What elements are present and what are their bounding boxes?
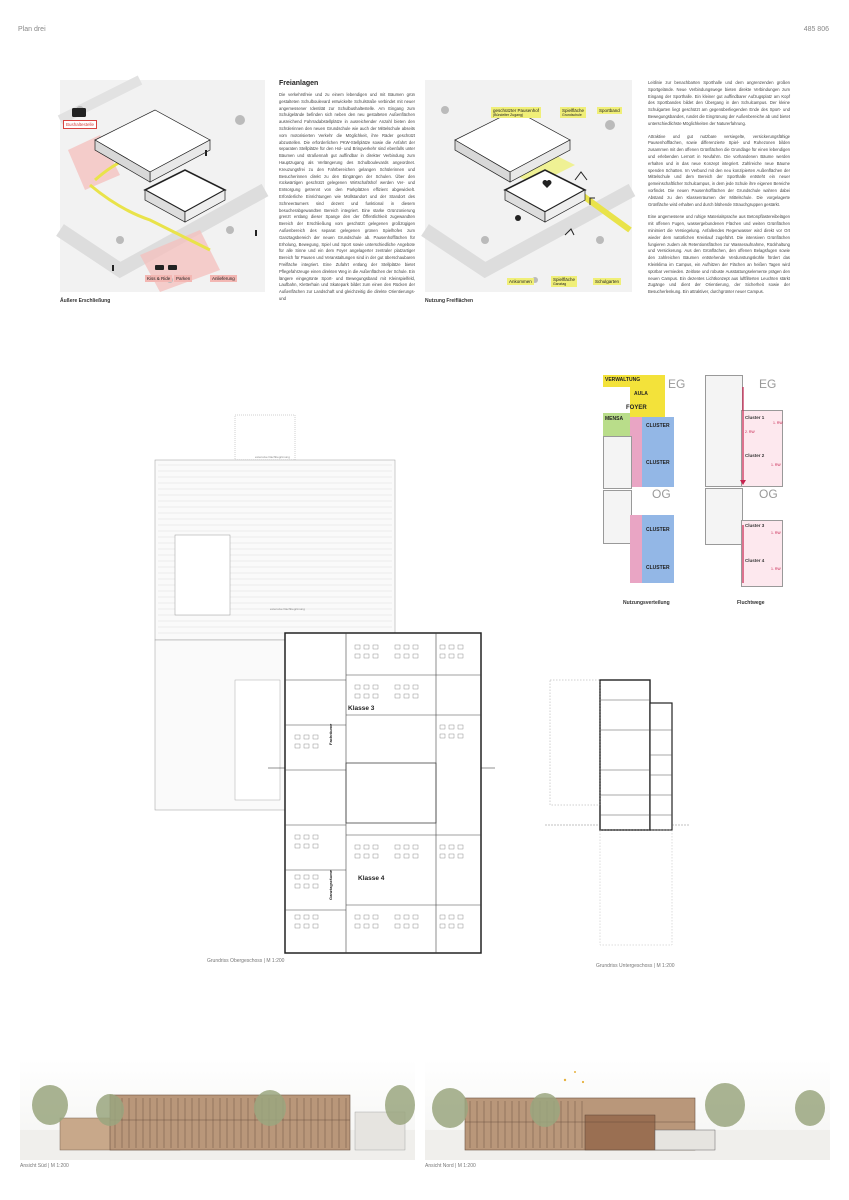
header-left: Plan drei: [18, 26, 46, 33]
rw2-eg: 2. RW: [745, 430, 755, 434]
freianlagen-text: [279, 92, 415, 309]
flucht-eg-label: EG: [759, 377, 777, 391]
rw1-eg: 1. RW: [773, 421, 783, 425]
spielflaeche2-label: [551, 276, 577, 287]
escape-routes: [705, 375, 795, 595]
access-diagram-caption: Äußere Erschließung: [60, 298, 111, 304]
escape-route-lines: [705, 375, 795, 595]
bus-icon: [72, 108, 86, 117]
right-paragraph-3: Eine angemessene und ruhige Materialsprache aus Betonpflastereibelägen mit offenen Fugen, wassergebundenen Flächen und weiten Grünflächen minimiert die Versiegelung. Anfallendes Regenwasser wird direkt vor Ort wieder dem natürlichen Kreislauf zugeführt. Die intensiven Grünflächen fungieren zudem als Retentionsflächen zur Wasseraufnahme, Rückhaltung und Versickerung. Aus den Grünflächen, den offenen Belagsfugen sowie den zahlreichen Bäumen entstehende Verdunstungskühle fördert das Kleinklima im Campus, ein Aufhitzen der Flächen an heißen Tagen wird spürbar vermieden. Zeitlose und robuste Ausstattungselemente prägen den neuen Campus. Ein dezentes Lichtkonzept aus luftfilterten Leuchten stärkt Zugänge und dient der Orientierung, der Sicherheit sowie der Besucherlenkung. Ein attraktiver, durchgrünter neuer Campus.: [648, 214, 790, 295]
verwaltung-label: VERWALTUNG: [605, 377, 641, 383]
pausenhof-title: geschützter Pausenhof: [493, 108, 540, 113]
elevation-south: [20, 1060, 415, 1160]
swing-icon: [575, 172, 587, 180]
flucht-og-label: OG: [759, 487, 778, 501]
cluster1-label: Cluster 1: [745, 415, 765, 420]
mensa-label: MENSA: [605, 416, 624, 422]
freianlagen-paragraph: Die verkehrsfreie und zu einem lebendigen und mit Bäumen grün gestalteten Schulboulevard entwickelte Schulstraße verbindet mit neuer angemessener Identität zur Schulbushaltestelle. Am Eingang zum Schulgelände befinden sich neben den neu gestalteten Außenflächen ausreichend Fahrradabstellplätze in ausreichender Anzahl bieten den Schülerinnen den neuen Grundschule wie auch der Mittelschule abseits vom motorisierten Verkehr die Möglichkeit, ihre Räder geschützt abzustellen. Die erforderlichen PKW-Stellplätze sowie die Anfahrt der separaten Stellplätze für den Hol- und Bringverkehr sind ebenfalls unter Bäumen und straßennah gut auffindbar in direkter Verbindung zum Hauptzugang als Verlängerung des Schulboulevards angeordnet. Kreuzungsfrei zu den Fahrbereichen gelangen Schülerinnen und Besucherinnen direkt zu den Eingängen der Schulen. Über den rückwärtigen geschützt gelegenen Wirtschaftshof werden Ver- und Entsorgung getrennt von den Parkplätzen effizient abgewickelt. Erforderliche Einrichtungen wie Müllstandort und der Standort des Schneeräumers sind dezent und funktional in diesem besucherabgewandten Bereich integriert. Eine starke Grünzonierung grenzt entlang dieser Spange den der Öffentlichkeit zugewandten Bereich der Erschließung vom geschützt gelegenen großzügigen Außenbereich des separat gelegenen grünen Spielhofes zum Ganztagsbereich der neuen Grundschule ab. Pausenhofflächen für Erholung, Bewegung, Spiel und Sport sowie unterschiedliche Angebote für alle Sinne und ein dem Foyer angelagerter zentraler platzartiger Bereich für Pausen und Veranstaltungen sind in der gut überschaubaren Freifläche integriert. Eine Zufahrt entlang der Stellplätze bietet Pflegefahrzeuge einen direkten Weg in die Außenflächen der Schule. Ein längere eingegrünte Sport- und Bewegungsband mit Kleinspielfeld, Laufbahn, Kletterhain und Skatepark bildet zum einen den Rücken der Außenflächen zur Landschaft und gleichzeitig die direkte Orientierungs- und: [279, 92, 415, 301]
nutzung-og-label: OG: [652, 487, 671, 501]
usage-diagram: [425, 80, 632, 292]
kiss-ride-label: Kiss & Ride: [147, 276, 171, 281]
floorplan-ug: [545, 675, 690, 955]
floorplan-og-drawing: [150, 415, 495, 955]
access-diagram-drawing: [60, 80, 265, 292]
spielflaeche2-title: Spielfläche: [553, 277, 576, 282]
floorplan-og: [150, 415, 495, 955]
right-text: [648, 80, 790, 302]
floorplan-ug-drawing: [545, 675, 690, 955]
cluster-label-eg-2: CLUSTER: [646, 460, 670, 466]
elevation-south-drawing: [20, 1060, 415, 1160]
usage-distribution: [600, 375, 690, 595]
right-paragraph-1: Leitlinie zur benachbarten Sporthalle und dem angrenzenden großen Sportgelände. Neue Verbindungswege bieten direkte Verbindungen zum Eingang der Sporthalle. Ein kleiner gut auffindbarer Aufzugsplatz am Kopf des Sportbandes bildet den Übergang in den Schulcampus. Der kleine Schulgarten liegt geschützt am gegenüberliegenden Ende des Sport- und Bewegungsbandes, rundet die Eingrünung der Außenbereiche ab und bietet unterschiedlichste Möglichkeiten der Naturerfahrung.: [648, 80, 790, 126]
rw1-og: 1. RW: [771, 531, 781, 535]
foyer-label: FOYER: [626, 405, 647, 411]
schulgarten-label: Schulgarten: [595, 279, 620, 284]
usage-diagram-caption: Nutzung Freiflächen: [425, 298, 474, 304]
elevation-north-caption: Ansicht Nord | M 1:200: [425, 1163, 476, 1169]
fachraeume-label: Fachräume: [328, 723, 333, 745]
klasse4-label: Klasse 4: [358, 875, 385, 882]
bus-stop-label: Bushaltestelle: [63, 120, 97, 129]
aula-label: AULA: [634, 391, 648, 397]
delivery-label: Anlieferung: [212, 276, 235, 281]
pausenhof-label: [491, 107, 541, 118]
cluster3-label: Cluster 3: [745, 523, 765, 528]
cluster-label-og-2: CLUSTER: [646, 565, 670, 571]
nutzung-eg-label: EG: [668, 377, 686, 391]
cluster-block-og: [642, 515, 674, 583]
klasse3-label: Klasse 3: [348, 705, 375, 712]
sportband-label: Sportband: [599, 108, 620, 113]
ankommen-label: Ankommen: [509, 279, 532, 284]
cluster2-label: Cluster 2: [745, 453, 765, 458]
pausenhof-sub: (Bündelter Zugang): [493, 113, 524, 117]
sun-icon: [515, 215, 521, 221]
spielflaeche2-sub: Ganztag: [553, 282, 567, 286]
right-paragraph-2: Attraktive und gut nutzbare versiegelte, versickerungsfähige Pausenhofflächen, sowie differenzierte Spiel- und Ruhezonen bilden zusammen mit den offenen Grünflächen die Grundlage für einen lebendigen und erlebenden Lernort in Neufahrn. Die vorhandenen Bäume werden erhalten und in das neue Konzept integriert. Zahlreiche neue Bäume spenden Schatten. Im Verbund mit den neu konzipierten Außenflächen der Mittelschule und dem Bereich der Sporthalle entsteht ein neuer gemeinschaftlicher Schulcampus, in dem jede Schule ihre eigenen Bereiche vorfindet. Die neuen Pausenhofflächen der Grundschule wahren dabei Abstand zu den Klassenräumen der Mittelschule. Die vorgelagerte Grünfläche wird erhalten und durch blühende Strauchgruppen gestärkt.: [648, 133, 790, 207]
car-icon: [155, 265, 164, 270]
usage-distribution-caption: Nutzungsverteilung: [623, 600, 670, 606]
og-outline: [603, 490, 632, 544]
cluster-label-og-1: CLUSTER: [646, 527, 670, 533]
parking-label: Parken: [176, 276, 191, 281]
floorplan-og-caption: Grundriss Obergeschoss | M 1:200: [207, 958, 285, 964]
ganztag-label: Ganztagsräume: [328, 869, 333, 900]
cluster-label-eg-1: CLUSTER: [646, 423, 670, 429]
spielflaeche-title: Spielfläche: [562, 108, 585, 113]
cluster4-label: Cluster 4: [745, 558, 765, 563]
header-right: 485 806: [803, 26, 829, 33]
elevation-north-drawing: [425, 1060, 830, 1160]
fach-block-og: [630, 515, 642, 583]
rw1-og-2: 1. RW: [771, 567, 781, 571]
rw1-eg-2: 1. RW: [771, 463, 781, 467]
eg-outline: [603, 436, 632, 489]
spielflaeche-label: [560, 107, 586, 118]
freianlagen-title: Freianlagen: [279, 80, 319, 87]
dach-label-2: extensive Dachbegrünung: [270, 607, 305, 611]
floorplan-ug-caption: Grundriss Untergeschoss | M 1:200: [596, 963, 675, 969]
escape-routes-caption: Fluchtwege: [737, 600, 765, 606]
elevation-north: [425, 1060, 830, 1160]
spielflaeche-sub: Grundschule: [562, 113, 582, 117]
access-diagram: [60, 80, 265, 292]
elevation-south-caption: Ansicht Süd | M 1:200: [20, 1163, 69, 1169]
dach-label-1: extensive Dachbegrünung: [255, 455, 290, 459]
